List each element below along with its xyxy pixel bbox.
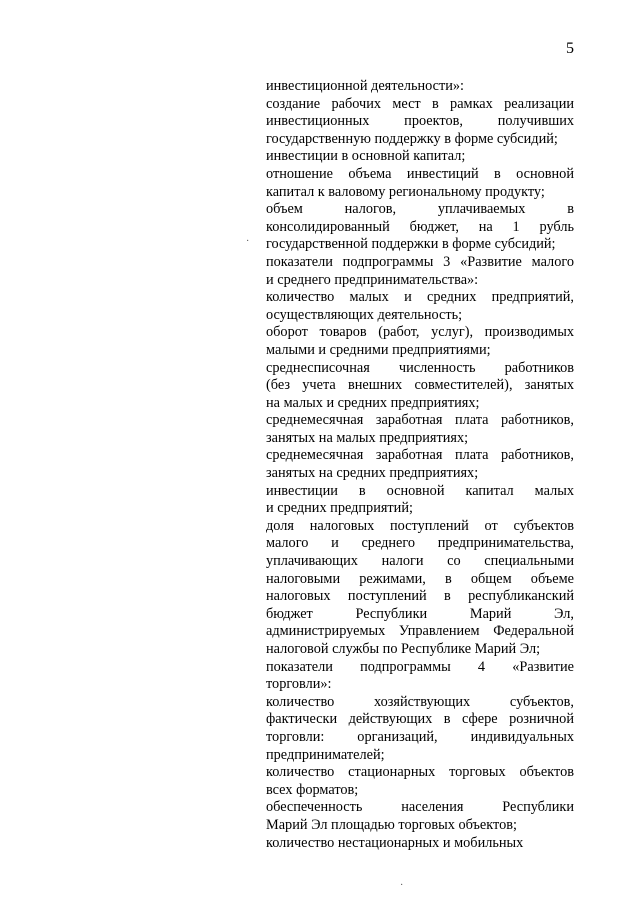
list-entry	[266, 764, 574, 799]
text-line: объем налогов, уплачиваемых в	[266, 201, 574, 218]
text-line: бюджет Республики Марий Эл,	[266, 605, 574, 622]
list-entry	[266, 254, 574, 289]
text-line: торговли»:	[266, 676, 332, 693]
text-line: и среднего предпринимательства»:	[266, 271, 479, 288]
text-line: среднемесячная заработная плата работников,	[266, 447, 574, 464]
text-line: консолидированный бюджет, на 1 рубль	[266, 218, 574, 235]
text-line: администрируемых Управлением Федеральной	[266, 623, 574, 640]
text-line: показатели подпрограммы 3 «Развитие малого	[266, 253, 574, 270]
text-line: капитал к валовому региональному продукту;	[266, 183, 545, 200]
text-line: инвестиционной деятельности»:	[266, 78, 465, 94]
text-line: среднемесячная заработная плата работников,	[266, 412, 574, 429]
text-line: количество стационарных торговых объектов	[266, 764, 574, 781]
text-line: количество хозяйствующих субъектов,	[266, 693, 574, 710]
list-entry	[266, 483, 574, 518]
text-line: количество малых и средних предприятий,	[266, 289, 574, 306]
text-line: обеспеченность населения Республики	[266, 799, 574, 816]
scan-speck-bottom: ·	[400, 880, 404, 891]
list-entry	[266, 201, 574, 254]
text-line: показатели подпрограммы 4 «Развитие	[266, 658, 574, 675]
text-line: инвестиции в основной капитал;	[266, 148, 466, 165]
text-line: предпринимателей;	[266, 746, 385, 763]
text-line: и средних предприятий;	[266, 500, 413, 517]
list-entry	[266, 518, 574, 659]
scan-speck-left: ·	[246, 236, 250, 247]
text-line: среднесписочная численность работников	[266, 359, 574, 376]
list-entry	[266, 360, 574, 413]
page-number: 5	[566, 40, 574, 57]
text-line: налоговыми режимами, в общем объеме	[266, 570, 574, 587]
text-line: всех форматов;	[266, 781, 359, 798]
text-line: малыми и средними предприятиями;	[266, 341, 491, 358]
text-line: занятых на средних предприятиях;	[266, 465, 479, 482]
list-entry	[266, 412, 574, 447]
list-entry	[266, 289, 574, 324]
text-line: инвестиционных проектов, получивших	[266, 113, 574, 130]
list-entry	[266, 166, 574, 201]
text-line: инвестиции в основной капитал малых	[266, 482, 574, 499]
text-line: фактически действующих в сфере розничной	[266, 711, 574, 728]
text-line: создание рабочих мест в рамках реализации	[266, 95, 574, 112]
text-line: доля налоговых поступлений от субъектов	[266, 517, 574, 534]
text-line: малого и среднего предпринимательства,	[266, 535, 574, 552]
text-line: государственной поддержки в форме субсидий;	[266, 236, 556, 253]
list-entry	[266, 148, 574, 166]
list-entry	[266, 447, 574, 482]
text-line: на малых и средних предприятиях;	[266, 394, 480, 411]
text-line: количество нестационарных и мобильных	[266, 834, 524, 851]
text-line: осуществляющих деятельность;	[266, 306, 463, 323]
text-line: (без учета внешних совместителей), занятых	[266, 377, 574, 394]
list-entry	[266, 659, 574, 694]
list-entry	[266, 96, 574, 149]
text-line: занятых на малых предприятиях;	[266, 429, 469, 446]
list-entry	[266, 835, 574, 853]
text-line: отношение объема инвестиций в основной	[266, 165, 574, 182]
list-entry	[266, 694, 574, 764]
list-entry	[266, 324, 574, 359]
text-line: торговли: организаций, индивидуальных	[266, 728, 574, 745]
text-line: налоговых поступлений в республиканский	[266, 588, 574, 605]
text-line: государственную поддержку в форме субсидий;	[266, 130, 558, 147]
text-line: налоговой службы по Республике Марий Эл;	[266, 641, 541, 657]
document-body	[266, 78, 574, 852]
list-entry	[266, 78, 574, 96]
text-line: уплачивающих налоги со специальными	[266, 553, 574, 570]
text-line: Марий Эл площадью торговых объектов;	[266, 816, 517, 833]
text-line: оборот товаров (работ, услуг), производимых	[266, 324, 574, 341]
list-entry	[266, 799, 574, 834]
